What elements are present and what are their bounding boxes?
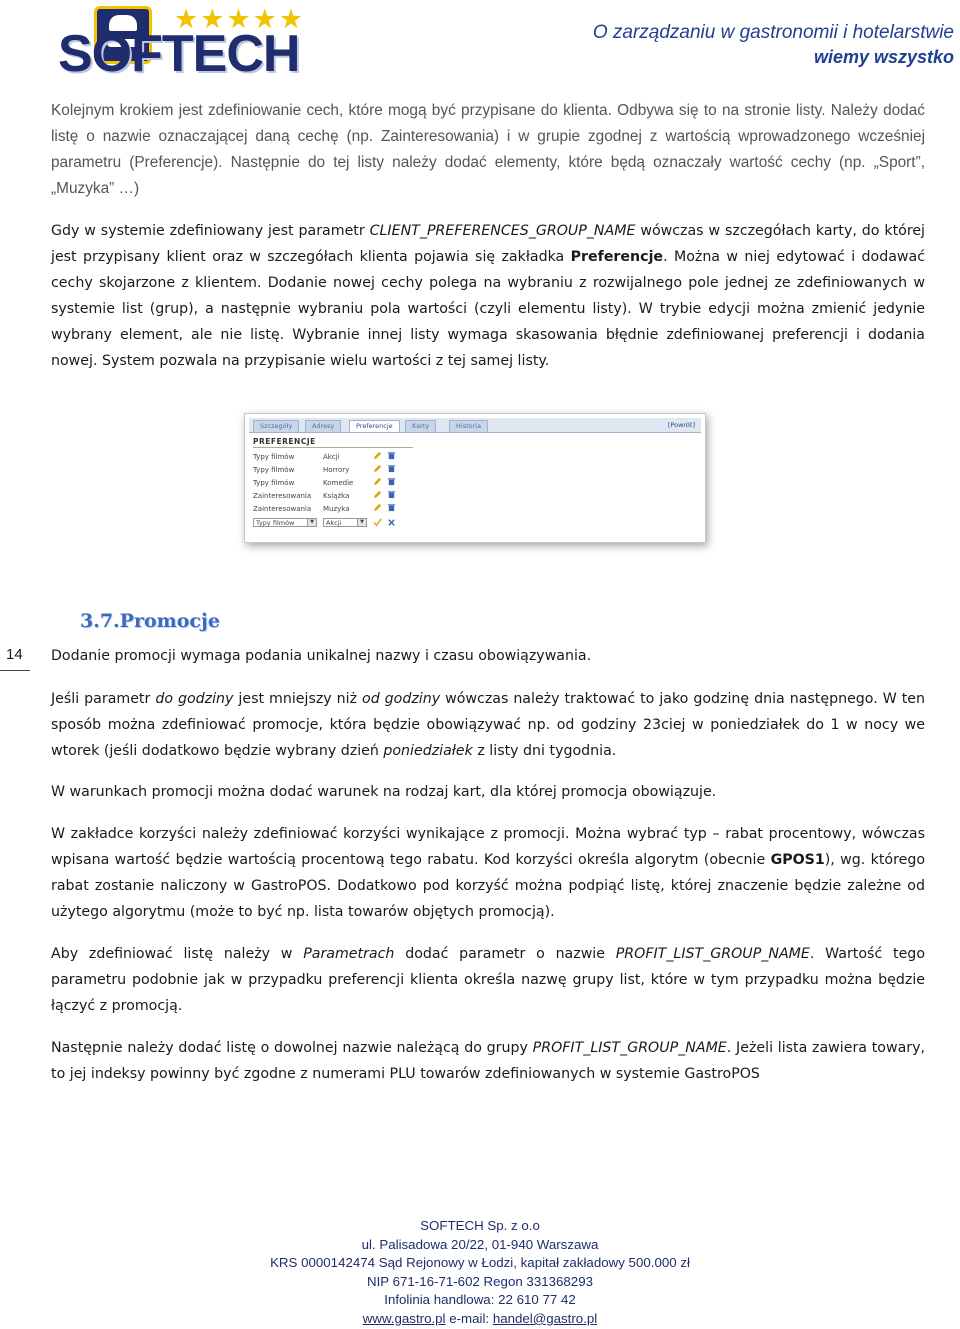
pencil-icon[interactable] <box>373 464 382 473</box>
preference-list: Typy filmów <box>253 466 295 474</box>
paragraph-list-items <box>51 1035 925 1087</box>
page-header <box>0 0 960 82</box>
pencil-icon[interactable] <box>373 477 382 486</box>
section-heading: 3.7.Promocje <box>80 610 220 632</box>
preferences-title: PREFERENCJE <box>253 437 316 446</box>
day-name: poniedziałek <box>383 743 473 759</box>
text-run: dodać parametr o nazwie <box>394 946 616 962</box>
preference-row <box>253 503 413 516</box>
preference-list: Typy filmów <box>253 453 295 461</box>
text-run: z listy dni tygodnia. <box>472 743 617 759</box>
text-run: wówczas w szczegółach karty, do której jest przypisany klient oraz w szczegółach klienta pojawia się zakładka <box>51 223 926 265</box>
trash-icon[interactable] <box>387 503 396 512</box>
text-run: . Można w niej edytować i dodawać cechy skojarzone z klientem. Dodanie nowej cechy polega na wybraniu z rozwijalnego pole jednej ze zdefiniowanych w systemie list (grup), a następnie wybraniu pola wartości (czyli elementu listy). W trybie edycji można zmienić jedynie wybrany element, ale nie listę. Wybranie innej listy wymaga skasowania błędnie zdefiniowanej preferencji i dodania nowej. System pozwala na przypisanie wielu wartości z tej samej listy. <box>51 249 925 369</box>
text-run: Aby zdefiniować listę należy w <box>51 946 304 962</box>
rating-stars-icon: ★★★★★ <box>174 4 306 34</box>
paragraph-benefits <box>51 821 925 925</box>
tab-details[interactable]: Szczegóły <box>253 420 299 432</box>
trash-icon[interactable] <box>387 477 396 486</box>
header-tagline: O zarządzaniu w gastronomii i hotelarstwie <box>592 22 954 43</box>
footer-address: ul. Palisadowa 20/22, 01-940 Warszawa <box>361 1236 599 1252</box>
page-footer <box>0 1217 960 1329</box>
tab-name: Preferencje <box>570 249 664 265</box>
text-run: . Wartość tego parametru podobnie jak w przypadku preferencji klienta określa nazwę grupy list, które w tym przypadku można będzie łączyć z promocją. <box>51 946 925 1014</box>
header-tagline-bold: wiemy wszystko <box>813 47 954 67</box>
logo-wordmark: SOFTECH <box>58 25 300 83</box>
paragraph-hours <box>51 686 925 764</box>
footer-company: SOFTECH Sp. z o.o <box>420 1218 540 1233</box>
email-label: e-mail: <box>445 1310 493 1326</box>
text-run: W zakładce korzyści należy zdefiniować korzyści wynikające z promocji. Można wybrać typ – rabat procentowy, wówczas wpisana wartość będzie wartością procentową tego rabatu. Kod korzyści określa algorytm (obecnie <box>51 826 925 868</box>
param-name: CLIENT_PREFERENCES_GROUP_NAME <box>369 223 636 239</box>
param-name: PROFIT_LIST_GROUP_NAME <box>615 946 810 962</box>
text-run: jest mniejszy niż <box>233 691 363 707</box>
trash-icon[interactable] <box>387 451 396 460</box>
menu-name: Parametrach <box>303 946 395 962</box>
pencil-icon[interactable] <box>373 490 382 499</box>
chevron-down-icon: ▼ <box>307 519 316 526</box>
preference-list: Typy filmów <box>253 479 295 487</box>
value-select[interactable] <box>323 518 367 527</box>
pencil-icon[interactable] <box>373 503 382 512</box>
preference-list: Zainteresowania <box>253 492 312 500</box>
value-select-value: Akcji <box>326 519 342 527</box>
list-select[interactable] <box>253 518 317 527</box>
footer-phone: Infolinia handlowa: 22 610 77 42 <box>384 1292 576 1308</box>
preferences-screenshot <box>244 413 706 543</box>
trash-icon[interactable] <box>387 490 396 499</box>
preference-row <box>253 451 413 464</box>
param-name: od godziny <box>362 691 441 707</box>
trash-icon[interactable] <box>387 464 396 473</box>
paragraph-promotion-name: Dodanie promocji wymaga podania unikalnej nazwy i czasu obowiązywania. <box>51 648 592 664</box>
tab-bar <box>249 418 701 433</box>
paragraph-preferences-tab <box>51 218 925 374</box>
softech-logo <box>58 4 348 83</box>
page-number-rule <box>0 670 30 671</box>
preference-value: Muzyka <box>323 505 350 513</box>
page-number: 14 <box>6 646 23 663</box>
footer-krs: KRS 0000142474 Sąd Rejonowy w Łodzi, kapitał zakładowy 500.000 zł <box>270 1255 690 1271</box>
new-preference-row <box>253 518 413 531</box>
website-link[interactable]: www.gastro.pl <box>362 1310 446 1326</box>
param-name: do godziny <box>155 691 234 707</box>
preference-value: Komedie <box>323 479 354 487</box>
back-link[interactable]: [Powrót] <box>667 421 695 429</box>
text-run: wówczas należy traktować to jako godzinę dnia następnego. W ten sposób można zdefiniować promocje, która będzie obowiązywać np. od godziny 23ciej w poniedziałek do 1 w nocy we wtorek (jeśli dodatkowo będzie wybrany dzień <box>51 691 925 759</box>
email-link[interactable]: handel@gastro.pl <box>492 1310 598 1326</box>
tab-addresses[interactable]: Adresy <box>305 420 341 432</box>
tab-cards[interactable]: Karty <box>405 420 436 432</box>
footer-nip: NIP 671-16-71-602 Regon 331368293 <box>367 1273 593 1289</box>
text-run: ), wg. którego rabat zostanie naliczony w GastroPOS. Dodatkowo pod korzyść można podpiąć listę, której znaczenie będzie zależne od użytego algorytmu (może to być np. lista towarów objętych promocją). <box>51 852 926 920</box>
algorithm-code: GPOS1 <box>770 852 825 868</box>
preference-value: Horrory <box>323 466 350 474</box>
preference-list: Zainteresowania <box>253 505 312 513</box>
text-run: Następnie należy dodać listę o dowolnej nazwie należącą do grupy <box>51 1040 533 1056</box>
paragraph-conditions: W warunkach promocji można dodać warunek na rodzaj kart, dla której promocja obowiązuje. <box>51 784 717 800</box>
param-name: PROFIT_LIST_GROUP_NAME <box>532 1040 727 1056</box>
preference-value: Książka <box>323 492 350 500</box>
close-icon[interactable] <box>387 518 396 527</box>
tab-preferences[interactable]: Preferencje <box>349 420 400 432</box>
paragraph-profit-list <box>51 941 925 1019</box>
footer-contact <box>0 1310 960 1329</box>
tab-history[interactable]: Historia <box>449 420 488 432</box>
text-run: . Jeżeli lista zawiera towary, to jej indeksy powinny być zgodne z numerami PLU towarów zdefiniowanych w systemie GastroPOS <box>51 1040 926 1082</box>
preference-row <box>253 464 413 477</box>
chevron-down-icon: ▼ <box>357 519 366 526</box>
pencil-icon[interactable] <box>373 451 382 460</box>
check-icon[interactable] <box>373 518 382 527</box>
text-run: Jeśli parametr <box>51 691 156 707</box>
preference-value: Akcji <box>323 453 340 461</box>
text-run: Gdy w systemie zdefiniowany jest parametr <box>51 223 370 239</box>
paragraph-client-features: Kolejnym krokiem jest zdefiniowanie cech, które mogą być przypisane do klienta. Odbywa się to na stronie listy. Należy dodać listę o nazwie oznaczającej daną cechę (np. Zainteresowania) i w grupie zgodnej z wartością wprowadzonego wcześniej parametru (Preferencje). Następnie do tej listy należy dodać elementy, które będą oznaczały wartość cechy (np. „Sport”, „Muzyka” …) <box>51 102 925 197</box>
preference-row <box>253 477 413 490</box>
list-select-value: Typy filmów <box>256 519 295 527</box>
divider <box>253 447 413 448</box>
preference-row <box>253 490 413 503</box>
